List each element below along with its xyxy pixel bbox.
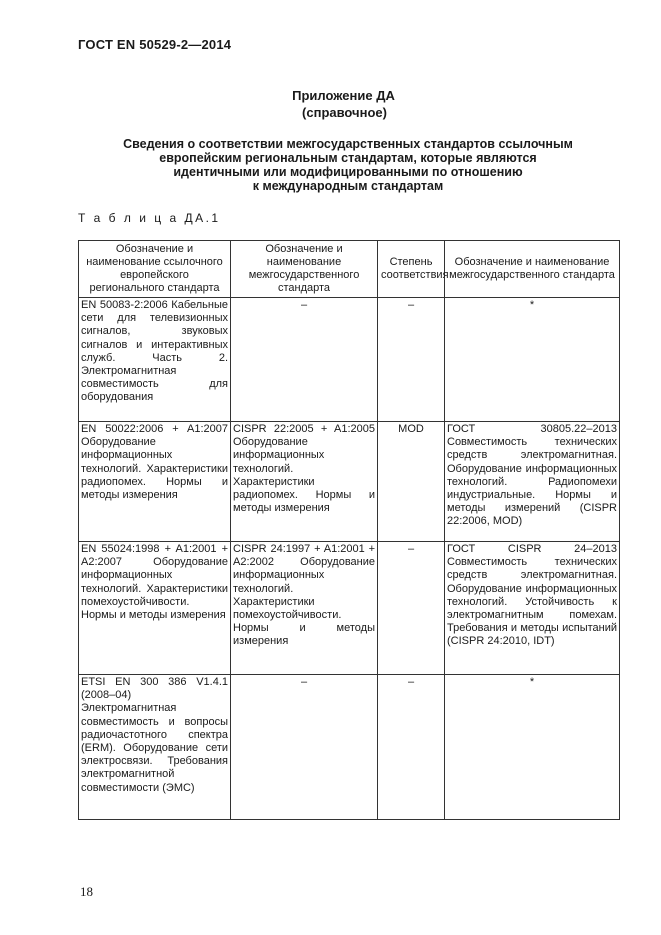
column-header-ref: Обозначение и наименование ссылочного европейского регионального стандарта bbox=[79, 241, 231, 298]
cell-interstate-standard: CISPR 22:2005 + A1:2005 Оборудование информационных технологий. Характеристики радиопомех. Нормы и методы измерения bbox=[231, 422, 378, 542]
column-header-intl: Обозначение и наименование межгосударственного стандарта bbox=[445, 241, 620, 298]
table-row bbox=[79, 675, 620, 820]
cell-intl-standard: ГОСТ CISPR 24–2013 Совместимость технических средств электромагнитная. Оборудование информационных технологий. Устойчивость к электромагнитным помехам. Требования и методы испытаний (CISPR 24:2010, IDT) bbox=[445, 542, 620, 675]
table-row bbox=[79, 422, 620, 542]
cell-interstate-standard: – bbox=[231, 675, 378, 820]
cell-intl-standard: ГОСТ 30805.22–2013 Совместимость технических средств электромагнитная. Оборудование информационных технологий. Радиопомехи индустриальные. Нормы и методы измерений (CISPR 22:2006, MOD) bbox=[445, 422, 620, 542]
appendix-title: Приложение ДА bbox=[292, 88, 395, 103]
cell-degree: MOD bbox=[378, 422, 445, 542]
cell-degree: – bbox=[378, 675, 445, 820]
appendix-subtitle: (справочное) bbox=[302, 105, 387, 120]
document-code: ГОСТ EN 50529-2—2014 bbox=[78, 37, 232, 52]
cell-degree: – bbox=[378, 542, 445, 675]
heading-line: Сведения о соответствии межгосударственных стандартов ссылочным bbox=[123, 137, 573, 151]
cell-ref-standard: EN 50022:2006 + A1:2007 Оборудование информационных технологий. Характеристики радиопомех. Нормы и методы измерения bbox=[79, 422, 231, 542]
standards-table bbox=[78, 240, 620, 820]
table-header-row bbox=[79, 241, 620, 298]
table-label: Т а б л и ц а ДА.1 bbox=[78, 211, 221, 225]
cell-ref-standard: ETSI EN 300 386 V1.4.1 (2008–04) Электромагнитная совместимость и вопросы радиочастотного спектра (ERM). Оборудование сети электросвязи. Требования электромагнитной совместимости (ЭМС) bbox=[79, 675, 231, 820]
cell-intl-standard: * bbox=[445, 675, 620, 820]
section-heading bbox=[78, 137, 618, 193]
column-header-degree: Степень соответствия bbox=[378, 241, 445, 298]
heading-line: к международным стандартам bbox=[252, 179, 444, 193]
page-number: 18 bbox=[80, 884, 93, 899]
cell-interstate-standard: CISPR 24:1997 + A1:2001 + A2:2002 Оборудование информационных технологий. Характеристики помехоустойчивости. Нормы и методы измерения bbox=[231, 542, 378, 675]
cell-degree: – bbox=[378, 298, 445, 422]
appendix-heading bbox=[0, 87, 661, 121]
cell-intl-standard: * bbox=[445, 298, 620, 422]
heading-line: идентичными или модифицированными по отношению bbox=[173, 165, 523, 179]
cell-interstate-standard: – bbox=[231, 298, 378, 422]
cell-ref-standard: EN 55024:1998 + A1:2001 + A2:2007 Оборудование информационных технологий. Характеристики помехоустойчивости. Нормы и методы измерения bbox=[79, 542, 231, 675]
table-row bbox=[79, 542, 620, 675]
cell-ref-standard: EN 50083-2:2006 Кабельные сети для телевизионных сигналов, звуковых сигналов и интерактивных служб. Часть 2. Электромагнитная совместимость для оборудования bbox=[79, 298, 231, 422]
table-row bbox=[79, 298, 620, 422]
column-header-interstate: Обозначение и наименование межгосударственного стандарта bbox=[231, 241, 378, 298]
heading-line: европейским региональным стандартам, которые являются bbox=[159, 151, 537, 165]
